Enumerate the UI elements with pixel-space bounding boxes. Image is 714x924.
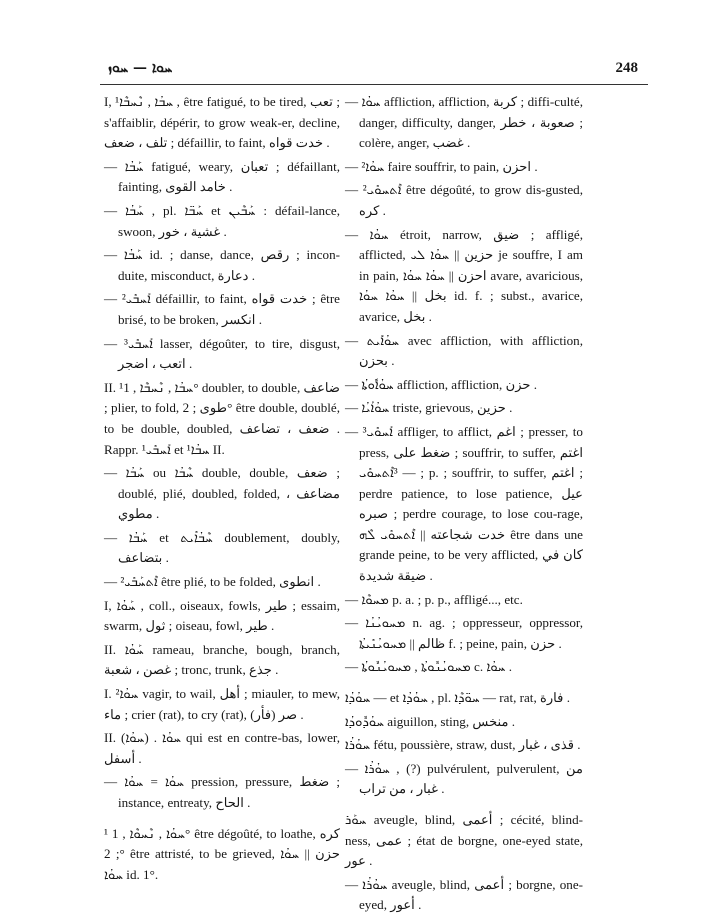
dictionary-entry: ܚܘܳܕܽܘܕܳܐ aiguillon, sting, منخس .: [345, 713, 516, 729]
dictionary-entry: — ܚܰܒܳܐ ou ܚܶܒܳܐ double, double, ضعف ; doublé, plié, doubled, folded, مضاعف ، مطوي .: [104, 465, 340, 522]
dictionary-entry: — ܚܘܳܪܳܐ , (?) pulvérulent, pulverulent, من غبار ، من تراب .: [345, 760, 583, 797]
right-column: [345, 92, 583, 919]
dictionary-entry: — ܚܘܳܐ affliction, affliction, كربة ; diffi-culté, danger, difficulty, danger, صعوبة ، خطر ; colère, anger, غضب .: [345, 94, 584, 151]
dictionary-entry: I, ¹ܚܒܳܐ , ܢܶܚܒܶܐ , être fatigué, to be tired, تعب ; s'affaiblir, dépérir, to grow weak-er, decline, تلف ، ضعف ; défaillir, to faint, خدت قواه .: [104, 94, 340, 151]
dictionary-entry: — ²ܐܰܚܒܺܝ défaillir, to faint, خدت قواه ; être brisé, to be broken, انكسر .: [104, 291, 340, 327]
dictionary-entry: II. ܚܰܘܳܐ rameau, branche, bough, branch, غصن ، شعبة ; tronc, trunk, جذع .: [104, 641, 340, 678]
dictionary-entry: ܚܘܳܕܳܐ — et ܚܘܳܕܳܐ , pl. ܚܘ̈ܕܶܐ — rat, rat, فارة .: [345, 690, 570, 706]
dictionary-entry: ܚܘܳܪܳܐ fétu, poussière, straw, dust, قذى ، غبار .: [345, 737, 581, 753]
dictionary-entry: — ³ܐܰܚܘܺܝ affliger, to afflict, اغم ; presser, to press, ضغط على ; souffrir, to suffer, اغتم ; — ³ܐܶܬܚܘܺܝ p. ; souffrir, to suffer, اغتم ; perdre patience, to lose patience, عيل صبره ; perdre courage, to lose cou-rage, خدت شجاعته || ܐܶܬܚܘܺܝ ܠܶܗ être dans une grande peine, to be very afflicted, كان في ضيقة شديدة .: [345, 423, 583, 584]
dictionary-entry: I. ²ܚܘܳܐ vagir, to wail, أهل ; miauler, to mew, ماء ; crier (rat), to cry (rat), صر (فأر) .: [104, 686, 340, 722]
dictionary-entry: — ܚܰܒܳܐ fatigué, weary, تعبان ; défaillant, fainting, خامد القوى .: [104, 158, 340, 195]
dictionary-entry: — ܡܚܘܝܳܢܽܘܬܳܐ , ܡܚܘܝܳܢܽܘܬܳܐ c. ܚܘܳܐ .: [345, 659, 512, 675]
dictionary-entry: — ²ܐܶܬܚܘܺܝ être dégoûté, to grow dis-gusted, كره .: [345, 182, 584, 218]
dictionary-entry: ܚܘܰܪ aveugle, blind, أعمى ; cécité, blind-ness, عمى ; état de borgne, one-eyed state, عور .: [345, 812, 584, 869]
running-head: ܚܘܐ — ܚܘܙ: [108, 60, 173, 76]
left-column: [104, 92, 340, 888]
dictionary-entry: — ²ܐܶܬܚܰܒܺܝ être plié, to be folded, انطوى .: [104, 574, 321, 590]
page-number: 248: [615, 60, 638, 76]
dictionary-entry: — ܡܚܘܶܐ p. a. ; p. p., affligé..., etc.: [345, 591, 523, 607]
dictionary-entry: — ²ܚܘܳܐ faire souffrir, to pain, احزن .: [345, 158, 538, 174]
dictionary-entry: — ܡܚܘܝܳܢܳܐ n. ag. ; oppresseur, oppressor, ظالم || ܡܚܘܝܳܢܺܝܬܳܐ f. ; peine, pain, حزن .: [345, 615, 583, 651]
dictionary-entry: — ܚܘܳܐܺܝܬ avec affliction, with affliction, بحزن .: [345, 332, 583, 369]
dictionary-entry: — ܚܘܳܐܽܘܬܳܐ affliction, affliction, حزن .: [345, 376, 538, 392]
dictionary-entry: — ܚܘܳܐ = ܚܘܳܐ pression, pressure, ضغط ; instance, entreaty, الحاح .: [104, 774, 341, 810]
dictionary-entry: ¹ ܚܘܳܐ , ܢܶܚܘܶܐ , 1° être dégoûté, to loathe, كره ; 2° être attristé, to be grieved, حزن || ܚܘܳܐ ܚܘܳܐ id. 1°.: [104, 825, 341, 882]
dictionary-entry: — ³ܐܰܚܒܺܝ lasser, dégoûter, to tire, disgust, اتعب ، اضجر .: [104, 335, 341, 372]
dictionary-entry: II. ¹ܚܒܳܐ , ܢܶܚܒܶܐ , 1° doubler, to double, ضاعف ; plier, to fold, طوى ; 2° être double, doublé, to be double, doubled, ضعف ، تضاعف . Rappr. ¹ܐܰܚܒܺܝ et ¹ܚܒܳܐ II.: [104, 379, 341, 457]
header-rule: [100, 84, 648, 85]
dictionary-entry: II. (ܚܘܳܐ) . ܚܘܳܐ qui est en contre-bas, lower, أسفل .: [104, 730, 340, 766]
dictionary-entry: — ܚܰܒܳܐ , pl. ܚܰܒ̈ܐ et ܚܰܒܶܝܢ : défail-lance, swoon, غشية ، خور .: [104, 202, 340, 239]
dictionary-entry: — ܚܰܒܳܐ et ܚܶܒܳܐܺܝܬ doublement, doubly, بتضاعف .: [104, 529, 340, 566]
page-header: [100, 60, 648, 80]
dictionary-entry: — ܚܘܳܐܳܝܳܐ triste, grievous, حزين .: [345, 400, 513, 416]
dictionary-entry: — ܚܰܒܳܐ id. ; danse, dance, رقص ; incon-duite, misconduct, دعارة .: [104, 247, 340, 283]
dictionary-entry: — ܚܘܳܪܳܐ aveugle, blind, أعمى ; borgne, one-eyed, أعور .: [345, 876, 583, 913]
dictionary-entry: — ܚܘܳܐ étroit, narrow, ضيق ; affligé, afflicted, حزين || ܚܘܳܐ ܠܝ je souffre, I am in pain, احزن || ܚܘܳܐ ܚܘܳܐ avare, avaricious, بخل || ܚܘܳܐ ܚܘܳܐ id. f. ; subst., avarice, avarice, بخل .: [345, 226, 583, 324]
dictionary-entry: I, ܚܰܘܳܐ , coll., oiseaux, fowls, طير ; essaim, swarm, ثول ; oiseau, fowl, طير .: [104, 597, 340, 634]
